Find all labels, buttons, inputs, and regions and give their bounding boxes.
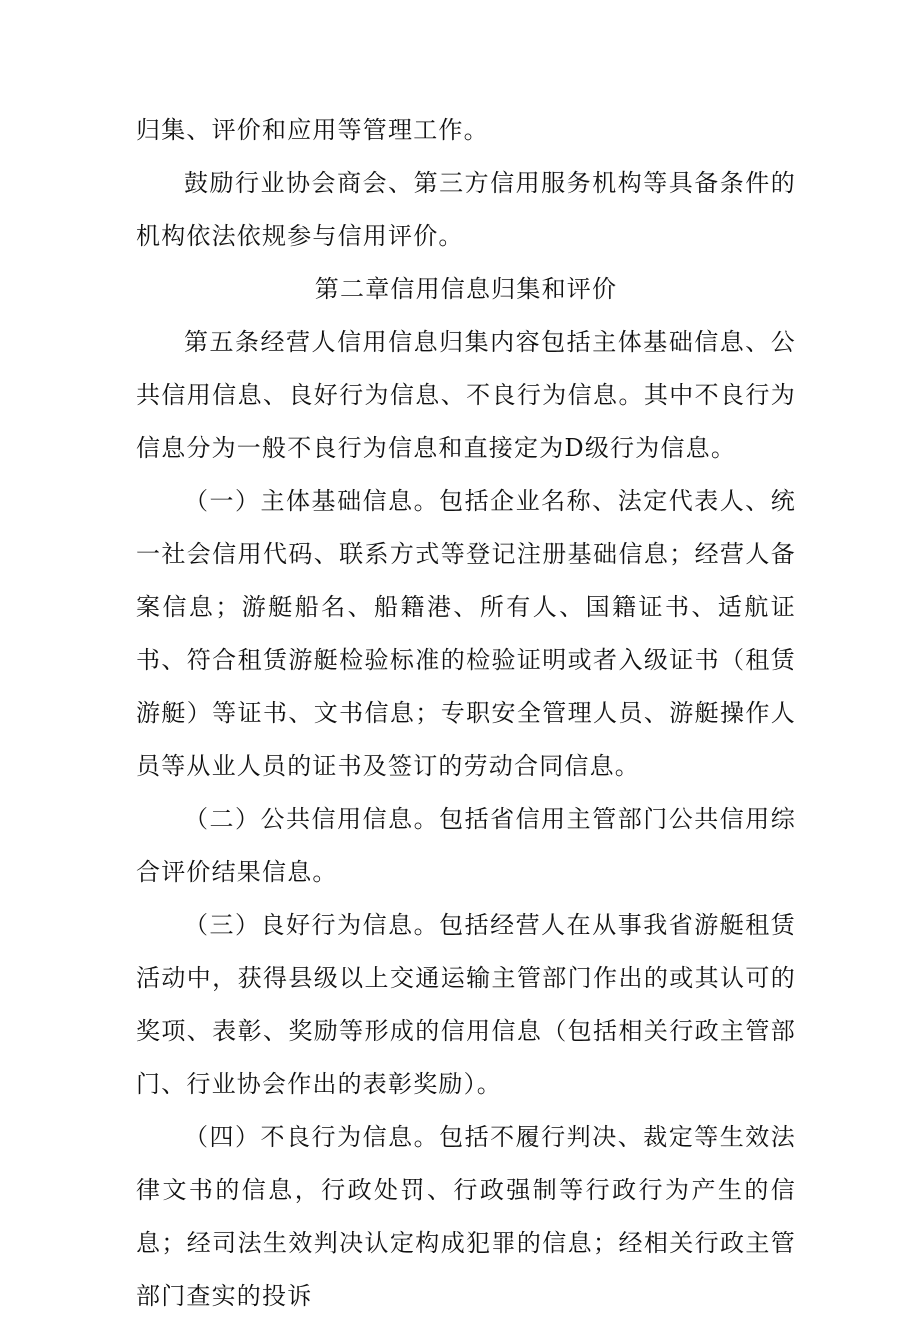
paragraph-basic-info: （一）主体基础信息。包括企业名称、法定代表人、统一社会信用代码、联系方式等登记注册基础信息；经营人备案信息；游艇船名、船籍港、所有人、国籍证书、适航证书、符合租赁游艇检验标准的检验证明或者入级证书（租赁游艇）等证书、文书信息；专职安全管理人员、游艇操作人员等从业人员的证书及签订的劳动合同信息。 — [136, 487, 796, 780]
paragraph-encourage-associations: 鼓励行业协会商会、第三方信用服务机构等具备条件的机构依法依规参与信用评价。 — [136, 169, 796, 250]
paragraph-public-credit: （二）公共信用信息。包括省信用主管部门公共信用综合评价结果信息。 — [136, 805, 796, 886]
document-body — [136, 104, 796, 1323]
paragraph-bad-behavior: （四）不良行为信息。包括不履行判决、裁定等生效法律文书的信息，行政处罚、行政强制等行政行为产生的信息；经司法生效判决认定构成犯罪的信息；经相关行政主管部门查实的投诉 — [136, 1123, 796, 1310]
chapter-heading: 第二章信用信息归集和评价 — [314, 275, 618, 303]
paragraph-article-5: 第五条经营人信用信息归集内容包括主体基础信息、公共信用信息、良好行为信息、不良行为信息。其中不良行为信息分为一般不良行为信息和直接定为D级行为信息。 — [136, 328, 796, 462]
paragraph-good-behavior: （三）良好行为信息。包括经营人在从事我省游艇租赁活动中，获得县级以上交通运输主管部门作出的或其认可的奖项、表彰、奖励等形成的信用信息（包括相关行政主管部门、行业协会作出的表彰奖励）。 — [136, 911, 796, 1098]
paragraph-continuation: 归集、评价和应用等管理工作。 — [136, 116, 489, 144]
